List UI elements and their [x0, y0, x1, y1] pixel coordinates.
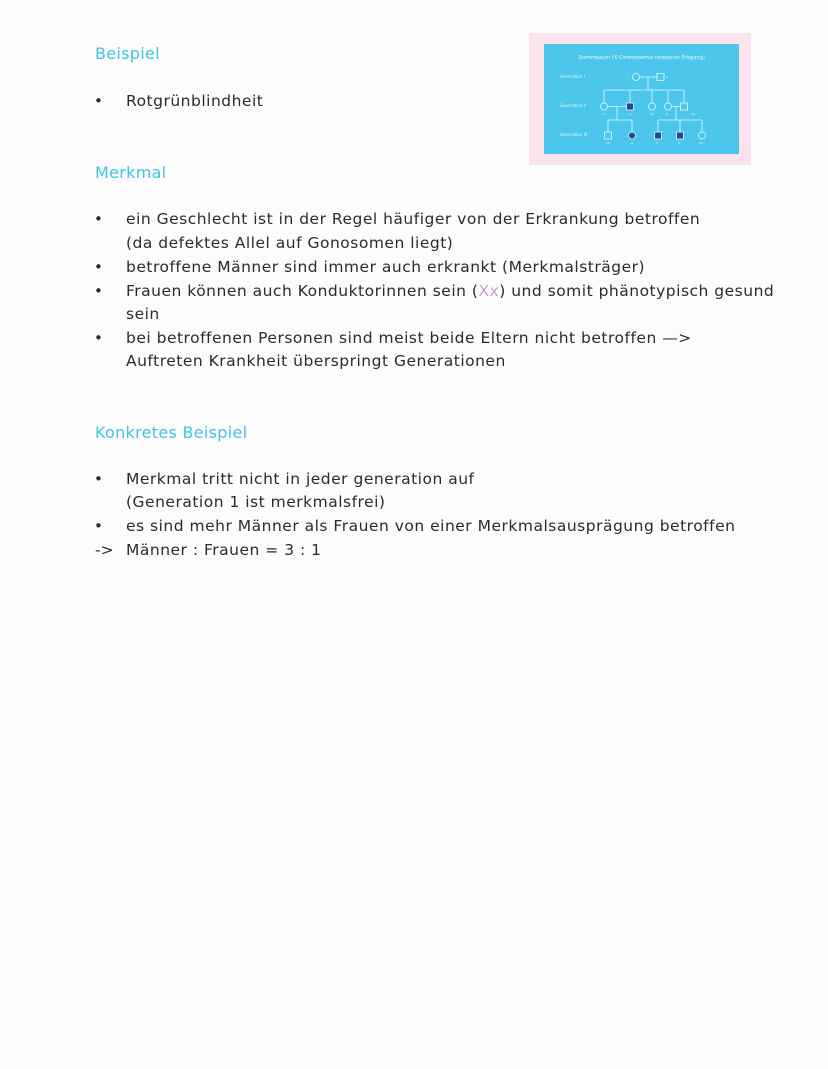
arrow-marker: -> [95, 541, 114, 559]
pedigree-chart [544, 44, 739, 154]
merkmal-bullet-4-line-1: bei betroffenen Personen sind meist beide Eltern nicht betroffen —> [126, 329, 692, 347]
pedigree-female-1 [633, 74, 640, 81]
merkmal-bullet-3-post: ) und somit phänotypisch gesund [499, 282, 775, 300]
svg-text:II: II [666, 75, 668, 79]
bullet: • [94, 470, 103, 488]
konkret-bullet-1-line-2: (Generation 1 ist merkmalsfrei) [126, 493, 386, 511]
heading-konkretes-beispiel: Konkretes Beispiel [95, 423, 248, 442]
pedigree-male-2 [657, 74, 664, 81]
merkmal-bullet-3-line-1 [126, 282, 774, 300]
merkmal-bullet-2: betroffene Männer sind immer auch erkrankt (Merkmalsträger) [126, 258, 646, 276]
bullet: • [94, 517, 103, 535]
beispiel-item: Rotgrünblindheit [126, 92, 264, 110]
svg-text:10: 10 [650, 112, 654, 116]
pedigree-gen1: Generation I [560, 74, 585, 79]
heading-beispiel: Beispiel [95, 44, 160, 63]
bullet: • [94, 329, 103, 347]
merkmal-bullet-3-line-2: sein [126, 305, 160, 323]
svg-text:3: 3 [603, 112, 605, 116]
svg-text:5: 5 [656, 141, 658, 145]
pedigree-image [544, 44, 739, 154]
conductor-genotype: Xx [478, 282, 500, 300]
merkmal-bullet-1-line-1: ein Geschlecht ist in der Regel häufiger von der Erkrankung betroffen [126, 210, 701, 228]
svg-text:4: 4 [629, 112, 631, 116]
pedigree-gen3: Generation III [560, 132, 588, 137]
pedigree-title: Stammbaum (X-Chromosomal rezessiver Erbgang) [578, 55, 705, 61]
merkmal-bullet-1-line-2: (da defektes Allel auf Gonosomen liegt) [126, 234, 454, 252]
bullet: • [94, 210, 103, 228]
merkmal-bullet-4-line-2: Auftreten Krankheit überspringt Generationen [126, 352, 506, 370]
bullet: • [94, 282, 103, 300]
svg-text:12: 12 [606, 141, 610, 145]
bullet: • [94, 258, 103, 276]
svg-text:6: 6 [678, 141, 680, 145]
bullet: • [94, 92, 103, 110]
svg-text:8: 8 [666, 112, 668, 116]
ratio-line: Männer : Frauen = 3 : 1 [126, 541, 322, 559]
pedigree-gen2: Generation II [560, 103, 586, 108]
konkret-bullet-1-line-1: Merkmal tritt nicht in jeder generation auf [126, 470, 475, 488]
svg-text:14: 14 [699, 141, 703, 145]
svg-text:11: 11 [630, 141, 634, 145]
konkret-bullet-2: es sind mehr Männer als Frauen von einer Merkmalsausprägung betroffen [126, 517, 736, 535]
svg-text:I: I [628, 75, 629, 79]
heading-merkmal: Merkmal [95, 163, 167, 182]
merkmal-bullet-3-pre: Frauen können auch Konduktorinnen sein ( [126, 282, 479, 300]
svg-text:10: 10 [691, 112, 695, 116]
